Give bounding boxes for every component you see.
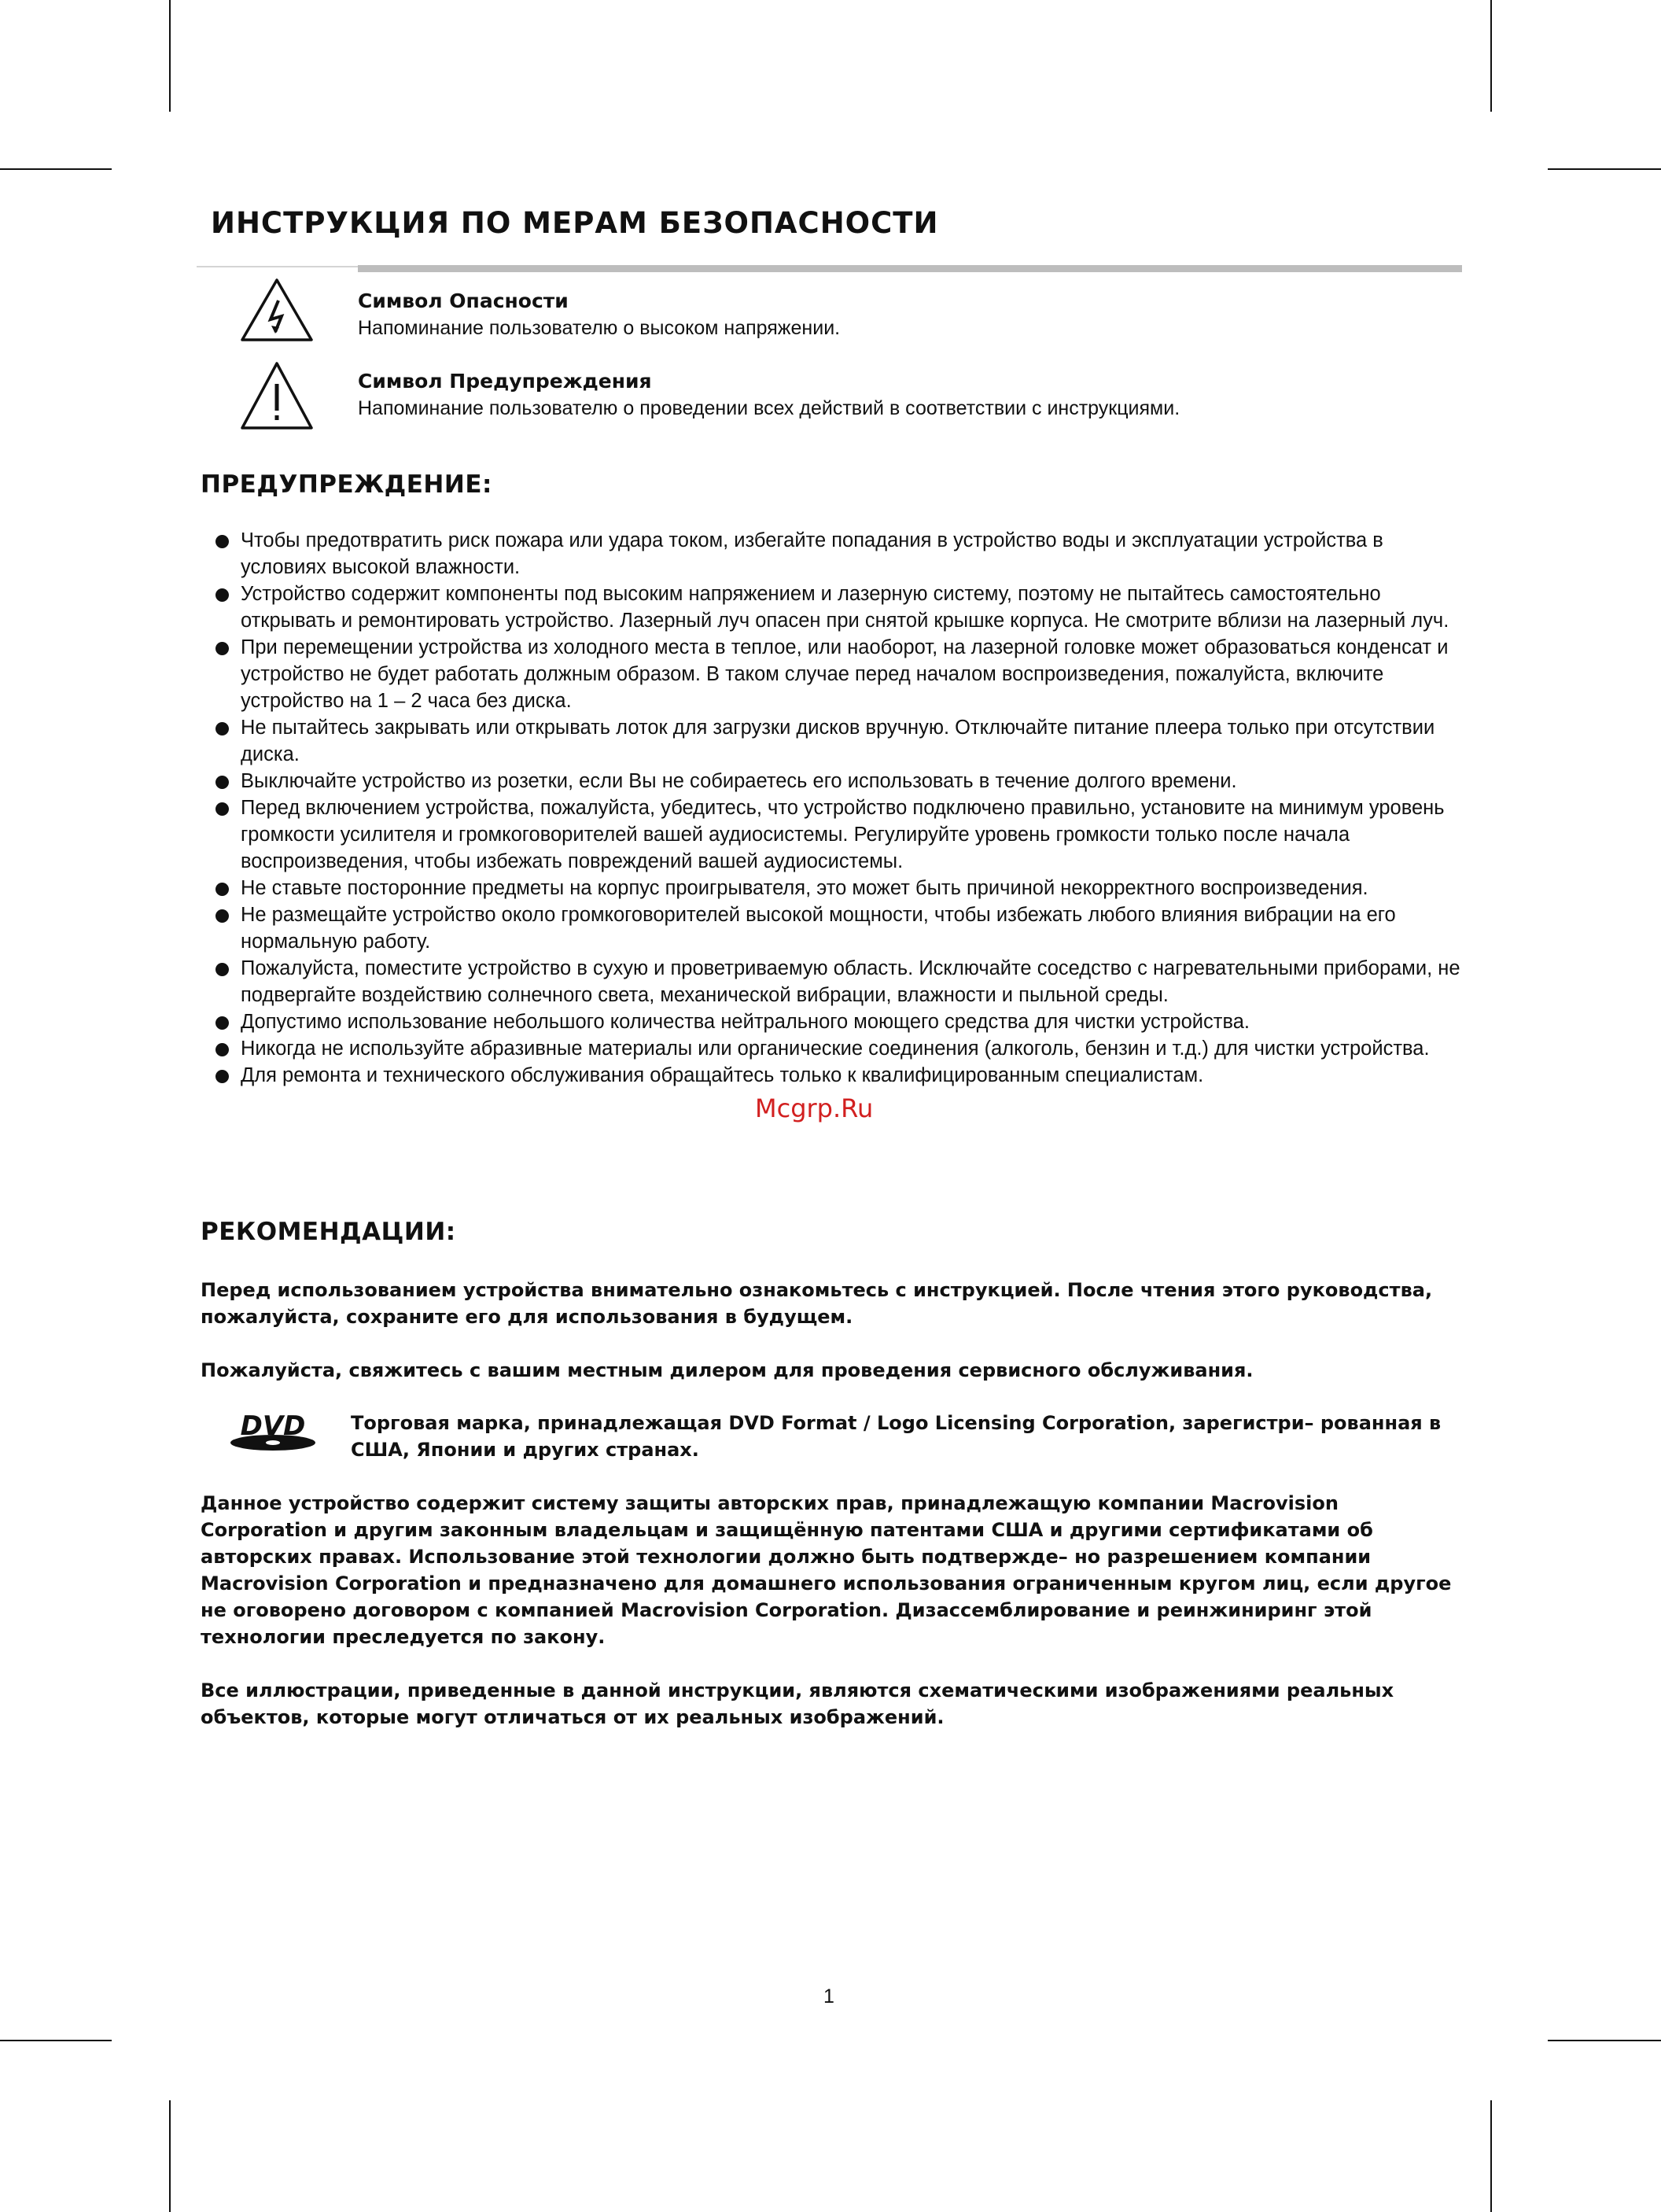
warning-heading: ПРЕДУПРЕЖДЕНИЕ: — [201, 470, 492, 499]
list-item: Чтобы предотвратить риск пожара или удара током, избегайте попадания в устройство воды и эксплуатации устройства в условиях высокой влажности. — [214, 527, 1466, 581]
dvd-logo-text: DVD — [240, 1410, 306, 1442]
recommendations-heading: РЕКОМЕНДАЦИИ: — [201, 1218, 456, 1246]
warning-symbol-block — [358, 368, 1180, 422]
crop-mark — [0, 2040, 112, 2041]
warning-symbol-description: Напоминание пользователю о проведении всех действий в соответствии с инструкциями. — [358, 397, 1180, 419]
warning-symbol-title: Символ Предупреждения — [358, 370, 652, 393]
lightning-triangle-icon — [239, 277, 315, 343]
page-number: 1 — [823, 1985, 834, 2007]
dvd-trademark-text: Торговая марка, принадлежащая DVD Format / Logo Licensing Corporation, зарегистри– рованная в США, Японии и других странах. — [351, 1412, 1442, 1461]
crop-mark — [169, 2100, 171, 2212]
list-item: Не размещайте устройство около громкоговорителей высокой мощности, чтобы избежать любого влияния вибрации на его нормальную работу. — [214, 901, 1466, 955]
dvd-logo-icon — [226, 1408, 320, 1455]
list-item: Устройство содержит компоненты под высоким напряжением и лазерную систему, поэтому не пытайтесь самостоятельно открывать и ремонтировать устройство. Лазерный луч опасен при снятой крышке корпуса. Не смотрите вблизи на лазерный луч. — [214, 581, 1466, 634]
crop-mark — [1548, 168, 1661, 170]
list-item: При перемещении устройства из холодного места в теплое, или наоборот, на лазерной головке может образоваться конденсат и устройство не будет работать должным образом. В таком случае перед началом воспроизведения, пожалуйста, включите устройство на 1 – 2 часа без диска. — [214, 634, 1466, 714]
crop-mark — [169, 0, 171, 112]
title-rule-thin — [197, 266, 358, 267]
list-item: Пожалуйста, поместите устройство в сухую и проветриваемую область. Исключайте соседство с нагревательными приборами, не подвергайте воздействию солнечного света, механической вибрации, влажности и пыльной среды. — [214, 955, 1466, 1008]
list-item: Перед включением устройства, пожалуйста, убедитесь, что устройство подключено правильно, установите на минимум уровень громкости усилителя и громкоговорителей вашей аудиосистемы. Регулируйте уровень громкости только после начала воспроизведения, чтобы избежать повреждений вашей аудиосистемы. — [214, 794, 1466, 875]
danger-symbol-title: Символ Опасности — [358, 289, 569, 312]
recommendation-paragraph: Перед использованием устройства внимательно ознакомьтесь с инструкцией. После чтения этого руководства, пожалуйста, сохраните его для использования в будущем. — [201, 1279, 1433, 1328]
recommendation-paragraph: Все иллюстрации, приведенные в данной инструкции, являются схематическими изображениями реальных объектов, которые могут отличаться от их реальных изображений. — [201, 1679, 1394, 1728]
list-item: Не ставьте посторонние предметы на корпус проигрывателя, это может быть причиной некорректного воспроизведения. — [214, 875, 1466, 901]
crop-mark — [1490, 2100, 1492, 2212]
danger-symbol-block — [358, 288, 840, 341]
list-item: Допустимо использование небольшого количества нейтрального моющего средства для чистки устройства. — [214, 1008, 1466, 1035]
recommendation-paragraph: Данное устройство содержит систему защиты авторских прав, принадлежащую компании Macrovision Corporation и другим законным владельцам и защищённую патентами США и другими сертификатами об авторских правах. Использование этой технологии должно быть подтвержде– но разрешением компании Macrovision Corporation и предназначено для домашнего использования ограниченным кругом лиц, если другое не оговорено договором с компанией Macrovision Corporation. Дизассемблирование и реинжиниринг этой технологии преследуется по закону. — [201, 1492, 1452, 1648]
list-item: Не пытайтесь закрывать или открывать лоток для загрузки дисков вручную. Отключайте питание плеера только при отсутствии диска. — [214, 714, 1466, 768]
exclamation-triangle-icon — [239, 360, 315, 431]
warning-list — [214, 527, 1466, 1089]
crop-mark — [0, 168, 112, 170]
page-title: ИНСТРУКЦИЯ ПО МЕРАМ БЕЗОПАСНОСТИ — [211, 206, 939, 240]
watermark: Mcgrp.Ru — [755, 1093, 874, 1123]
crop-mark — [1548, 2040, 1661, 2041]
list-item: Для ремонта и технического обслуживания обращайтесь только к квалифицированным специалистам. — [214, 1062, 1466, 1089]
list-item: Выключайте устройство из розетки, если Вы не собираетесь его использовать в течение долгого времени. — [214, 768, 1466, 794]
recommendation-paragraph: Пожалуйста, свяжитесь с вашим местным дилером для проведения сервисного обслуживания. — [201, 1359, 1254, 1381]
list-item: Никогда не используйте абразивные материалы или органические соединения (алкоголь, бензин и т.д.) для чистки устройства. — [214, 1035, 1466, 1062]
title-rule-thick — [358, 265, 1462, 272]
danger-symbol-description: Напоминание пользователю о высоком напряжении. — [358, 317, 841, 339]
crop-mark — [1490, 0, 1492, 112]
